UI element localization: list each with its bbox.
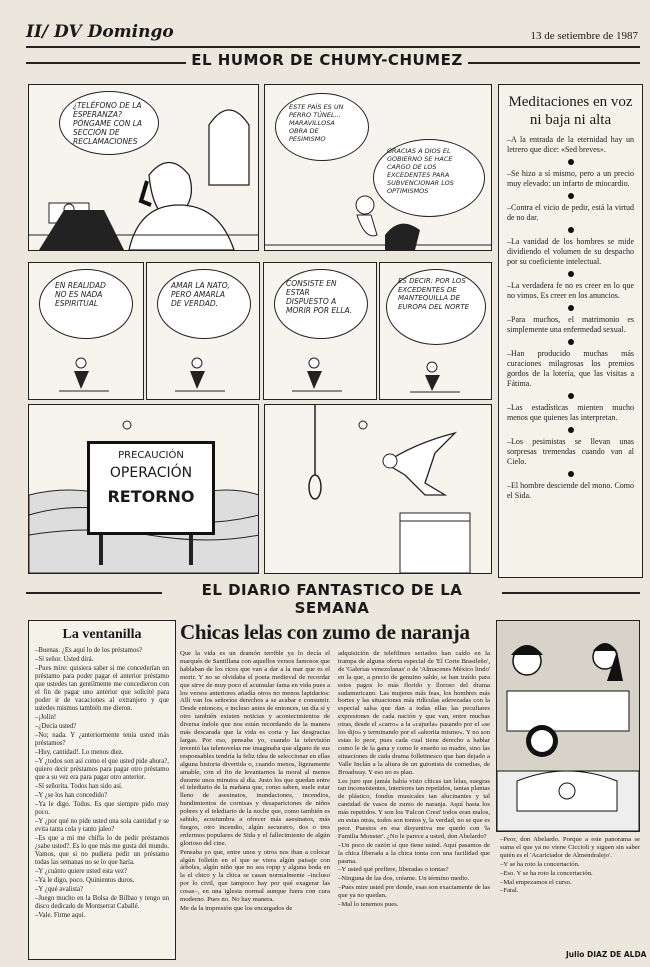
ventanilla-line: –Y ¿qué avalista? bbox=[35, 886, 84, 893]
comic-caption: AMAR LA NATO, PERO AMARLA DE VERDAD. bbox=[171, 281, 230, 308]
comic-panel-telephone bbox=[28, 84, 259, 251]
ventanilla-text bbox=[35, 647, 169, 920]
article-paragraph: adquisición de telefilmes seriados han caído en la trampa de alguna oferta especial de 'El Corte Brasileño', de 'Galerías venezolanas' o de 'Almacenes México lindo' en la que, a precio de genuino saldo, se han traído para estos pagos lo más florido y lloroso del drama sudamericano. Las mujeres más feas, los hombres más bortes y las situaciones más ridículas aderezadas con la especial salsa que dan a todas ellas las peculiares expresiones de cada nación y que van, entre muchas otras, desde el «carro» a la «cajuela» pasando por el «se los dijo» y terminando por el «ahorita mismo». Y no son estas lo peor, pues cada cual tiene derecho a hablar como le de la gana y como le enseño su madre, sino las situaciones de cada drama folletinesco que han dejado a Valle Inclán a la altura de un guionista de comedias, de Broadway. Y eso no es plan. bbox=[338, 650, 490, 776]
humor-banner: EL HUMOR DE CHUMY-CHUMEZ bbox=[191, 51, 463, 69]
diario-banner-rule-left bbox=[26, 592, 162, 594]
article-paragraph: –Un poco de razón sí que tiene usted. Aquí pasamos de la chica liberada a la chica tonta con una facilidad que pasma. bbox=[338, 841, 490, 865]
comic-caption: ES DECIR: POR LOS EXCEDENTES DE MANTEQUILLA DE EUROPA DEL NORTE bbox=[398, 277, 470, 311]
comic-caption: CONSISTE EN ESTAR DISPUESTO A MORIR POR ELLA. bbox=[286, 279, 353, 315]
caption-line: –Eso. Y se ha roto la concertación. bbox=[500, 869, 593, 877]
bullet-separator bbox=[568, 271, 574, 277]
ventanilla-title: La ventanilla bbox=[62, 627, 142, 642]
article-paragraph: –Ninguna de las dos, créame. Un término medio. bbox=[338, 875, 470, 883]
article-paragraph: Les juro que jamás había visto chicas tan lelas, suegras tan inconsistentes, interiores tan repetidos, tantas plantas de plástico, fondos musicales tan alucinantes y tal cantidad de vasos de zumo de naranja. Aquí hasta los más repetidos. Y son los 'Falcon Crest' todos eran malos, en estas otras, todos son tontos y, la verdad, no se que es peor. Puestos en esa disyuntiva me quedo con 'la Familia Monster'. ¿No le parece a usted, don Abelardo? bbox=[338, 777, 490, 840]
comic-drawing-two-men bbox=[265, 85, 491, 250]
ventanilla-line: –Juego mucho en la Bolsa de Bilbao y tengo un disco dedicado de Montserrat Caballé. bbox=[35, 895, 169, 910]
meditacion-item: –La verdadera fe no es creer en lo que no vimos. Es creer en los anuncios. bbox=[507, 281, 634, 300]
ventanilla-line: –Vale. Firme aquí. bbox=[35, 912, 86, 919]
bullet-separator bbox=[568, 193, 574, 199]
bullet-separator bbox=[568, 393, 574, 399]
comic-caption: GRACIAS A DIOS EL GOBIERNO SE HACE CARGO DE LOS EXCEDENTES PARA SUBVENCIONAR LOS OPTIMISMOS bbox=[387, 147, 454, 195]
meditacion-item: –Se hizo a sí mismo, pero a un precio muy elevado: un infarto de miocardio. bbox=[507, 169, 634, 188]
diario-banner-rule-right bbox=[502, 592, 640, 594]
ventanilla-line: –Ya le digo. Todos. Es que siempre pido muy poco. bbox=[35, 801, 169, 816]
bullet-separator bbox=[568, 305, 574, 311]
meditacion-item: –A la entrada de la eternidad hay un letrero que dice: «Sed breves». bbox=[507, 135, 634, 154]
meditaciones-box bbox=[498, 84, 643, 578]
meditacion-item: –La vanidad de los hombres se mide dividiendo el volumen de su despacho por su coeficiente intelectual. bbox=[507, 237, 634, 266]
sign-line-1: PRECAUCIÓN bbox=[118, 450, 184, 461]
comic-strip-panel-3 bbox=[263, 262, 377, 400]
comic-drawing-small-figure bbox=[147, 263, 259, 399]
issue-date: 13 de setiembre de 1987 bbox=[530, 30, 638, 42]
ventanilla-line: –Huy, cantidad!. Lo menos diez. bbox=[35, 749, 124, 756]
article-paragraph: Pensaba yo que, entre unos y otros nos iban a colocar algún folletín en el que se viera algún paisaje con árboles, algún niño que no sea ropip y alguna boda en la el chico y la chica se casan normalmente –incluso por lo civil, que tampoco hay por qué exagerar las cosas–, en una iglesia normal aunque fuera con cura moderno. Pues no. No hay manera. bbox=[180, 848, 330, 904]
ventanilla-line: –Y ¿todos son así como el que usted pide ahora?, quiero decir préstamos para pagar otro préstamo que a su vez era para pagar otro anterior. bbox=[35, 758, 169, 781]
comic-strip-panel-2 bbox=[146, 262, 260, 400]
caption-line: –Peor, don Abelardo. Porque a este panorama se suma el que ya no viene Ciccioli y siguen sin saber quién es el 'Acariciador de Almendralejo'. bbox=[500, 836, 640, 859]
ventanilla-line: –Buenas. ¿Es aquí lo de los préstamos? bbox=[35, 647, 143, 654]
bullet-separator bbox=[568, 159, 574, 165]
illustration-drawing-dinner-scene bbox=[497, 621, 639, 831]
ventanilla-line: –Y ¿se los han concedido? bbox=[35, 792, 108, 799]
comic-drawing-man-telephone bbox=[29, 85, 258, 250]
meditaciones-title: Meditaciones en voz ni baja ni alta bbox=[508, 94, 633, 128]
article-paragraph: –Mal lo tenemos pues. bbox=[338, 901, 399, 909]
ventanilla-line: –¿Decía usted? bbox=[35, 723, 77, 730]
diario-banner: EL DIARIO FANTASTICO DE LA SEMANA bbox=[201, 581, 463, 617]
comic-drawing-small-figure bbox=[29, 263, 143, 399]
bullet-separator bbox=[568, 227, 574, 233]
article-column-1 bbox=[180, 650, 330, 960]
article-paragraph: –Y usted qué prefiere, liberadas o tontas? bbox=[338, 866, 449, 874]
ventanilla-line: –Y ¿cuánto quiere usted esta vez? bbox=[35, 868, 128, 875]
road-sign bbox=[87, 441, 215, 535]
sign-line-3: RETORNO bbox=[107, 487, 195, 506]
section-title: II/ DV Domingo bbox=[26, 22, 174, 42]
meditacion-item: –Para muchos, el matrimonio es simplemente una enfermedad sexual. bbox=[507, 315, 634, 334]
ventanilla-line: –Y ¿por qué no pide usted una sola cantidad y se evita tanta cola y tanto jaleo? bbox=[35, 818, 169, 833]
sign-line-2: OPERACIÓN bbox=[109, 465, 193, 481]
meditacion-item: –El hombre desciende del mono. Como el Sida. bbox=[507, 481, 634, 500]
comic-caption: ESTE PAÍS ES UN PERRO TÚNEL... MARAVILLOSA OBRA DE PESIMISMO bbox=[289, 103, 344, 143]
ventanilla-line: –Ya le digo, poco. Quinientos duros. bbox=[35, 877, 135, 884]
author-signature: Julio DIAZ DE ALDA bbox=[566, 950, 647, 959]
comic-drawing-noose-diver bbox=[265, 405, 491, 573]
ventanilla-line: –Pues mire: quisiera saber si me concederían un préstamo para poder pagar el anterior préstamo que ustedes tan gentilmente me concedieron con el fin de pagar uno anterior que solicité para poder ir de vacaciones al extranjero y que ustedes mismos también me dieron. bbox=[35, 665, 169, 712]
ventanilla-line: –¡Jolín! bbox=[35, 714, 57, 721]
comic-strip-panel-1 bbox=[28, 262, 144, 400]
article-column-2 bbox=[338, 650, 490, 960]
meditacion-item: –Han producido muchas más curaciones milagrosas los premios gordos de la lotería, que las visitas a Fátima. bbox=[507, 349, 634, 388]
article-paragraph: Que la vida es un dramón terrible ya lo decía el marqués de Santillana con aquellos versos famosos que hablaban de los ricos que van a dar a la mar que es el morir. Y no se olvidaba el poeta medieval de recordar que sirve de muy poco el acumular fama en vida pues a los versos anteriores añadía otros no menos lapidarios: Allí van los señoríos derechos a se acabar e consumir. Desde entonces, e incluso antes de entonces, un día sí y otro también existen noticias y acontecimientos de diversa índole que nos están recordando de la manera más descarada que la vida es corta y las desgracias largas. Por eso, pensaba yo, cuando la televisión inventó las telenovelas me imaginaba que alguno de sus responsables tendría la feliz idea de seleccionar en ellas alguna historia divertida o, cuando menos, ligeramente amable, con el fin de levantarnos la moral al menos durante unos minutos al día. Justo los que quedan entre el telediario de la mañana que, como saben, suele estar lleno de asesinatos, inundaciones, incendios, hundimientos de cornisas y desapariciones de niños pobres y el telediario de la noche que, como también es sabido, acostumbra a ofrecer más asesinatos, más fuegos, otro incendio, algún secuestro, dos o tres enfermos populares de Sida y el fallecimiento de algún glorioso del cine. bbox=[180, 650, 330, 847]
bullet-separator bbox=[568, 471, 574, 477]
comic-panel-noose bbox=[264, 404, 492, 574]
meditacion-item: –Contra el vicio de pedir, está la virtud de no dar. bbox=[507, 203, 634, 222]
article-paragraph: Me da la impresión que los encargados de bbox=[180, 905, 293, 912]
caption-line: –Fatal. bbox=[500, 887, 519, 895]
comic-drawing-small-figure bbox=[264, 263, 376, 399]
humor-banner-rule-right bbox=[468, 62, 640, 64]
article-illustration bbox=[496, 620, 640, 832]
meditacion-item: –Los pesimistas se llevan unas sorpresas tremendas cuando van al Cielo. bbox=[507, 437, 634, 466]
article-paragraph: –Pues mire usted por donde, esas son exactamente de las que ya no quedan. bbox=[338, 884, 490, 900]
bullet-separator bbox=[568, 339, 574, 345]
ventanilla-line: –Sí señor. Usted dirá. bbox=[35, 656, 94, 663]
bullet-separator bbox=[568, 427, 574, 433]
caption-line: –Mal empezamos el curso. bbox=[500, 878, 572, 886]
header-rule bbox=[26, 46, 640, 48]
meditacion-item: –Las estadísticas mienten mucho menos que quienes las interpretan. bbox=[507, 403, 634, 422]
humor-banner-rule-left bbox=[26, 62, 186, 64]
ventanilla-line: –No; nada. Y ¿anteriormente tenía usted más préstamos? bbox=[35, 732, 169, 747]
ventanilla-line: –Sí señorita. Todos han sido así. bbox=[35, 783, 123, 790]
comic-caption: EN REALIDAD NO ES NADA ESPIRITUAL bbox=[55, 281, 106, 308]
comic-drawing-small-figure bbox=[380, 263, 491, 399]
ventanilla-box bbox=[28, 620, 176, 960]
caption-line: –Y se ha roto la concertación. bbox=[500, 860, 580, 868]
ventanilla-line: –Es que a mí me chifla lo de pedir préstamos ¿sabe usted?. Es lo que más me gusta del mundo. Vamos, que si no pudiera pedir un préstamo todas las semanas no se lo que haría. bbox=[35, 835, 169, 866]
comic-panel-government bbox=[264, 84, 492, 251]
comic-panel-sign bbox=[28, 404, 259, 574]
illustration-caption bbox=[500, 836, 640, 896]
article-headline: Chicas lelas con zumo de naranja bbox=[180, 620, 470, 644]
comic-caption: ¿TELÉFONO DE LA ESPERANZA? PÓNGAME CON LA SECCIÓN DE RECLAMACIONES bbox=[73, 101, 143, 146]
comic-strip-panel-4 bbox=[379, 262, 492, 400]
